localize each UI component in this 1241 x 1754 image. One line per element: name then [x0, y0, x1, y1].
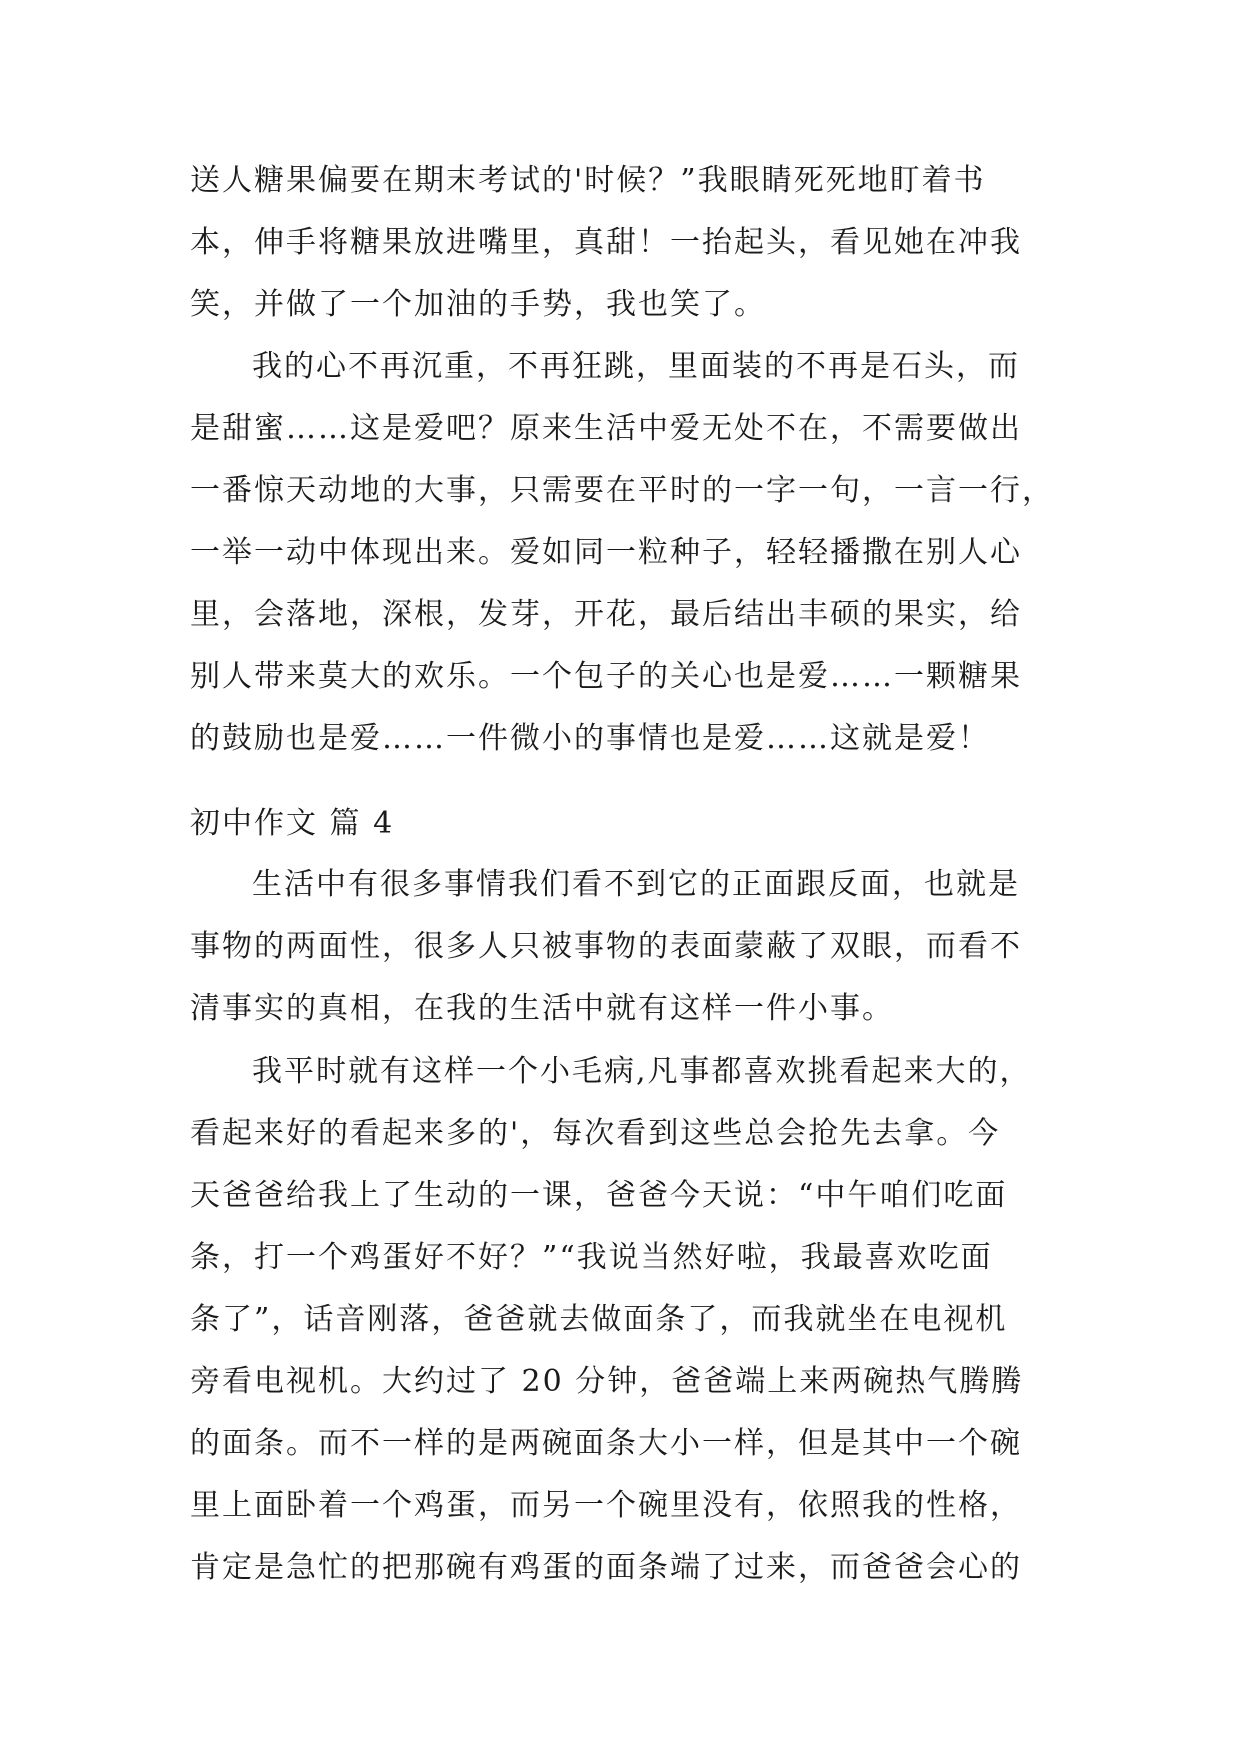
text-line: 旁看电视机。大约过了 20 分钟，爸爸端上来两碗热气腾腾	[190, 1364, 1024, 1399]
text-line: 肯定是急忙的把那碗有鸡蛋的面条端了过来，而爸爸会心的	[190, 1550, 1022, 1585]
paragraph-intro	[190, 854, 1060, 1040]
text-line: 一举一动中体现出来。爱如同一粒种子，轻轻播撒在别人心	[190, 535, 1022, 570]
text-line: 条了”，话音刚落，爸爸就去做面条了，而我就坐在电视机	[190, 1302, 1008, 1337]
section-heading: 初中作文 篇 4	[190, 806, 395, 841]
text-line: 天爸爸给我上了生动的一课，爸爸今天说：“中午咱们吃面	[190, 1178, 1008, 1213]
paragraph-continued	[190, 150, 1060, 336]
text-line: 的面条。而不一样的是两碗面条大小一样，但是其中一个碗	[190, 1426, 1022, 1461]
paragraph-story	[190, 1041, 1060, 1599]
text-line: 条，打一个鸡蛋好不好？”“我说当然好啦，我最喜欢吃面	[190, 1240, 993, 1275]
text-line: 里上面卧着一个鸡蛋，而另一个碗里没有，依照我的性格，	[190, 1488, 1022, 1523]
text-line: 别人带来莫大的欢乐。一个包子的关心也是爱……一颗糖果	[190, 659, 1022, 694]
text-line: 一番惊天动地的大事，只需要在平时的一字一句，一言一行，	[190, 473, 1054, 508]
text-line: 我的心不再沉重，不再狂跳，里面装的不再是石头，而	[252, 349, 1020, 384]
paragraph-love	[190, 336, 1060, 770]
text-line: 笑，并做了一个加油的手势，我也笑了。	[190, 287, 766, 322]
text-line: 生活中有很多事情我们看不到它的正面跟反面，也就是	[252, 867, 1020, 902]
text-line: 里，会落地，深根，发芽，开花，最后结出丰硕的果实，给	[190, 597, 1022, 632]
text-line: 我平时就有这样一个小毛病,凡事都喜欢挑看起来大的，	[252, 1054, 1032, 1089]
text-line: 是甜蜜……这是爱吧？原来生活中爱无处不在，不需要做出	[190, 411, 1022, 446]
text-line: 事物的两面性，很多人只被事物的表面蒙蔽了双眼，而看不	[190, 929, 1022, 964]
text-line: 送人糖果偏要在期末考试的'时候？”我眼睛死死地盯着书	[190, 163, 986, 198]
text-line: 本，伸手将糖果放进嘴里，真甜！一抬起头，看见她在冲我	[190, 225, 1022, 260]
text-line: 清事实的真相，在我的生活中就有这样一件小事。	[190, 991, 894, 1026]
text-line: 的鼓励也是爱……一件微小的事情也是爱……这就是爱！	[190, 721, 990, 756]
text-line: 看起来好的看起来多的'，每次看到这些总会抢先去拿。今	[190, 1116, 1001, 1151]
